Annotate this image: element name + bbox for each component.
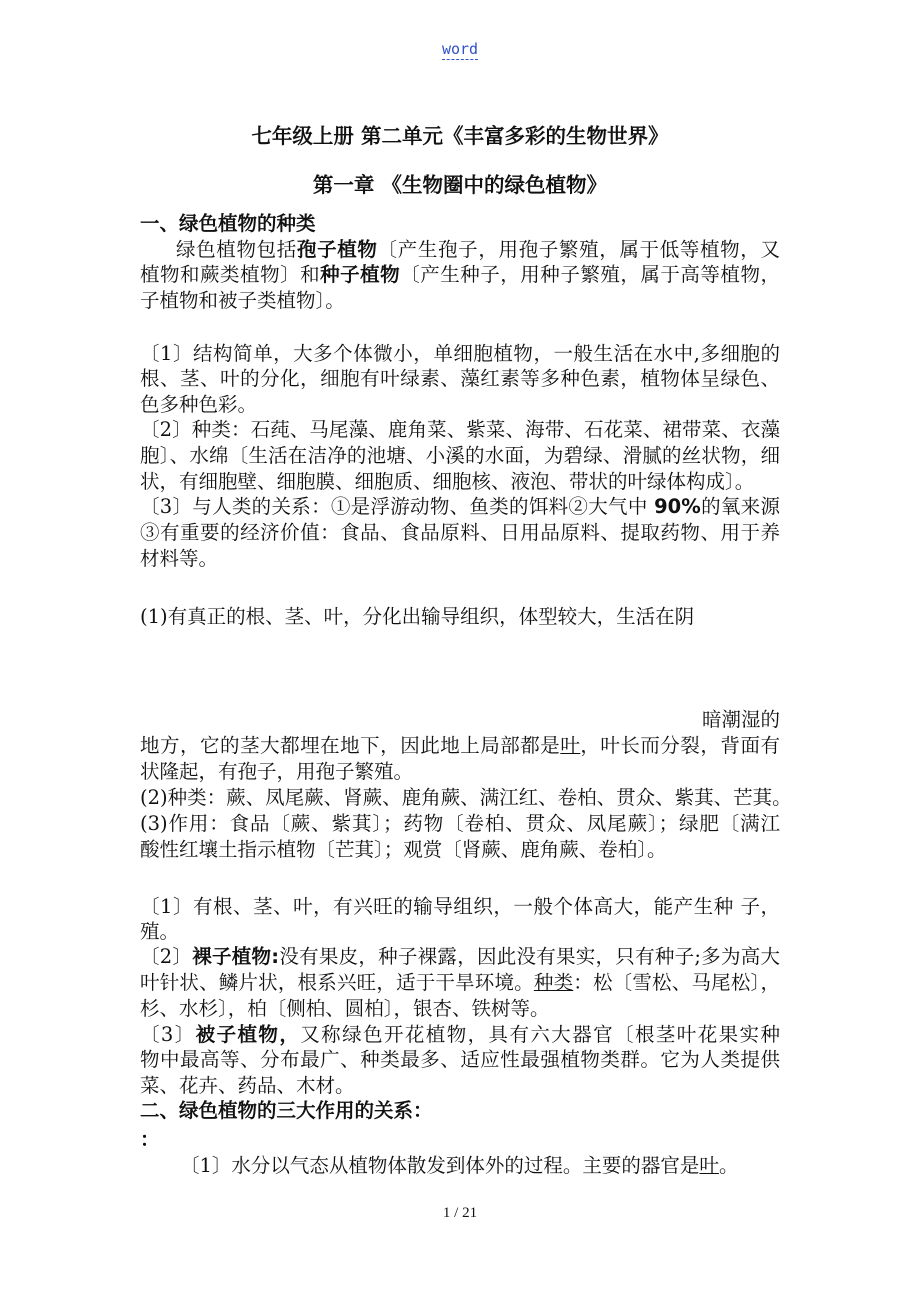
text-line (140, 494, 780, 520)
text-run: 〔1〕结构简单，大多个体微小，单细胞植物，一般生活在水中,多细胞的 (140, 342, 780, 365)
page-indicator: 1 / 21 (442, 1205, 478, 1221)
header (0, 40, 920, 58)
text-run: 〔产生种子，用种子繁殖，属于高等植物， (400, 263, 780, 286)
bold-term: 孢子植物 (296, 238, 378, 261)
text-run: 。 (718, 1154, 739, 1177)
text-run: 酸性红壤土指示植物〔芒萁〕；观赏〔肾蕨、鹿角蕨、卷柏〕。 (140, 838, 667, 861)
text-line (176, 237, 780, 263)
bold-term: 种子植物 (320, 263, 401, 286)
text-line (140, 894, 780, 920)
text-line (140, 288, 780, 314)
text-run: 状隆起，有孢子，用孢子繁殖。 (140, 760, 414, 783)
text-run: 暗潮湿的 (701, 708, 780, 731)
text-run: 〔3〕与人类的关系：①是浮游动物、鱼类的饵料②大气中 (140, 495, 655, 518)
text-line (140, 341, 780, 367)
text-run: 菜、花卉、药品、木材。 (140, 1074, 355, 1097)
text-line (140, 392, 780, 418)
title-chapter (0, 172, 920, 198)
text-line (140, 707, 780, 733)
text-line (140, 469, 780, 495)
text-line (140, 366, 780, 392)
underlined-term: 叶 (560, 734, 581, 757)
text-run: 又称绿色开花植物，具有六大器官〔根茎叶花果实种 (300, 1023, 780, 1046)
text-line (140, 546, 780, 572)
text-run: ：松〔雪松、马尾松〕， (573, 971, 780, 994)
text-run: 胞〕、水绵〔生活在洁净的池塘、小溪的水面，为碧绿、滑腻的丝状物，细 (140, 444, 780, 467)
text-line (140, 1022, 780, 1048)
text-line (140, 417, 780, 443)
text-run: 子植物和被子类植物〕。 (140, 289, 345, 312)
bold-term: 一、绿色植物的种类 (140, 212, 316, 235)
text-run: 植物和蕨类植物〕和 (140, 263, 321, 286)
underlined-term: 叶 (699, 1154, 719, 1177)
text-run: 物中最高等、分布最广、种类最多、适应性最强植物类群。它为人类提供 (140, 1048, 780, 1071)
bold-term: 被子植物， (195, 1023, 301, 1046)
underlined-term: 种类 (533, 971, 574, 994)
text-run: 没有果皮，种子裸露，因此没有果实，只有种子;多为高大 (279, 945, 780, 968)
text-run: ，叶长而分裂，背面有 (580, 734, 780, 757)
text-line (140, 443, 780, 469)
text-run: 〔产生孢子，用孢子繁殖，属于低等植物，又 (377, 238, 780, 261)
text-run: 叶针状、鳞片状，根系兴旺，适于干旱环境。 (140, 971, 534, 994)
text-run: ③有重要的经济价值：食品、食品原料、日用品原料、提取药物、用于养 (140, 521, 780, 544)
text-line (180, 1153, 820, 1179)
text-line (140, 811, 780, 837)
text-run: (2)种类：蕨、凤尾蕨、肾蕨、鹿角蕨、满江红、卷柏、贯众、紫萁、芒萁。 (140, 786, 792, 809)
text-line (140, 944, 780, 970)
text-line (140, 1127, 780, 1153)
text-run: (3)作用：食品〔蕨、紫萁〕；药物〔卷柏、贯众、凤尾蕨〕；绿肥〔满江 (140, 812, 780, 835)
text-run: 材料等。 (140, 547, 219, 570)
text-run: 〔1〕水分以气态从植物体散发到体外的过程。主要的器官是 (180, 1154, 700, 1177)
bold-term: 裸子植物: (192, 945, 280, 968)
bold-term: 90% (654, 495, 701, 518)
text-line (140, 520, 780, 546)
text-run: 〔3〕 (140, 1023, 196, 1046)
text-run: 杉、水杉〕，柏〔侧柏、圆柏〕，银杏、铁树等。 (140, 997, 550, 1020)
text-run: 色多种色彩。 (140, 393, 258, 416)
text-run: 地方，它的茎大都埋在地下，因此地上局部都是 (140, 734, 561, 757)
header-word-link[interactable]: word (441, 40, 479, 58)
text-run: (1)有真正的根、茎、叶，分化出输导组织，体型较大，生活在阴 (140, 605, 695, 628)
title-unit (0, 123, 920, 149)
text-line (140, 1073, 780, 1099)
text-run: 绿色植物包括 (176, 238, 297, 261)
text-run: 殖。 (140, 920, 180, 943)
bold-term: 二、绿色植物的三大作用的关系： (140, 1099, 433, 1122)
text-line (140, 919, 780, 945)
text-line (140, 785, 792, 811)
bold-term: 七年级上册 第二单元《丰富多彩的生物世界》 (251, 124, 669, 148)
text-run: 〔1〕有根、茎、叶，有兴旺的输导组织，一般个体高大，能产生种 子， (140, 895, 780, 918)
text-line (140, 1047, 780, 1073)
text-line (140, 604, 780, 630)
text-run: 的氧来源 (700, 495, 780, 518)
bold-term: 第一章 《生物圈中的绿色植物》 (312, 173, 608, 197)
text-line (140, 996, 780, 1022)
text-line (140, 970, 780, 996)
bold-term: ： (140, 1128, 160, 1151)
heading-section-2 (140, 1098, 780, 1124)
text-run: 状，有细胞壁、细胞膜、细胞质、细胞核、液泡、带状的叶绿体构成〕。 (140, 470, 755, 493)
text-line (140, 262, 780, 288)
text-line (140, 733, 780, 759)
text-line (140, 837, 780, 863)
text-line (140, 759, 780, 785)
text-run: 〔2〕种类：石莼、马尾藻、鹿角菜、紫菜、海带、石花菜、裙带菜、衣藻 (140, 418, 780, 441)
text-run: 〔2〕 (140, 945, 193, 968)
heading-section-1 (140, 211, 780, 237)
text-run: 根、茎、叶的分化，细胞有叶绿素、藻红素等多种色素，植物体呈绿色、 (140, 367, 780, 390)
